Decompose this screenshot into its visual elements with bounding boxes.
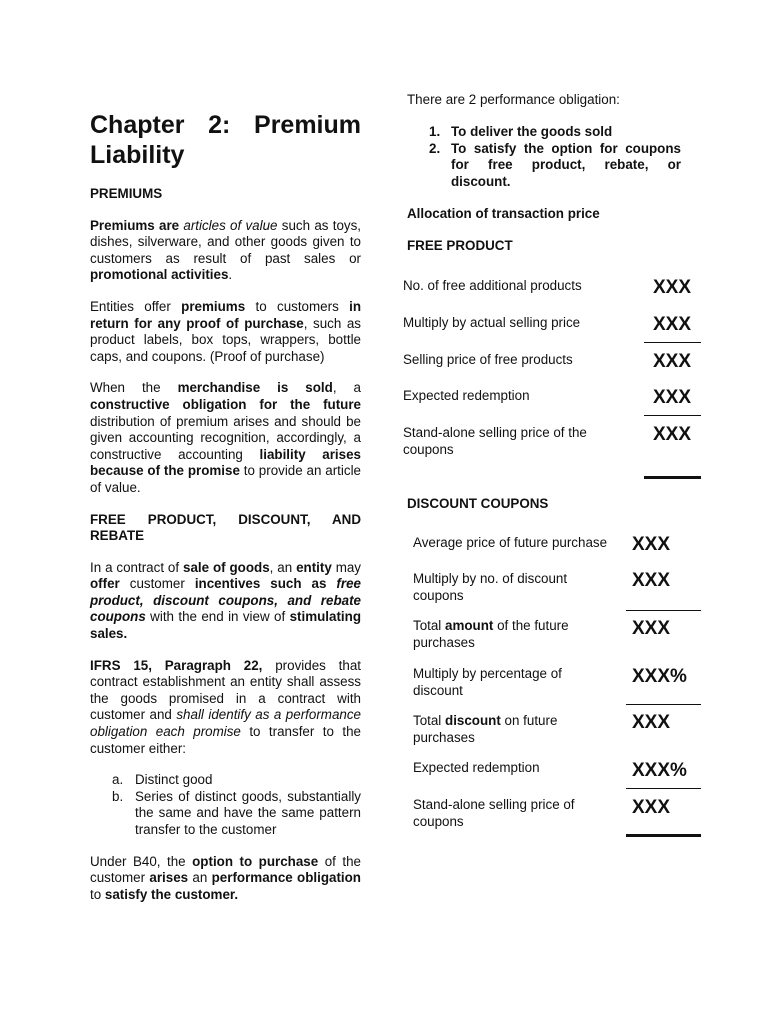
discount-row-value: XXX% [632, 666, 687, 687]
free-product-row-label: No. of free additional products [403, 278, 582, 293]
free-product-row-value: XXX [653, 314, 692, 335]
subtotal-rule [644, 342, 701, 343]
free-product-discount-rebate-heading: FREE PRODUCT, DISCOUNT, AND REBATE [90, 511, 361, 544]
subtotal-rule [626, 610, 701, 611]
discount-row-label: Multiply by no. of discount coupons [413, 571, 568, 603]
discount-row-value: XXX [632, 534, 671, 555]
discount-row-label: Total discount on future purchases [413, 713, 558, 745]
entities-offer-paragraph: Entities offer premiums to customers in return for any proof of purchase, such as product labels, box tops, wrappers, bottle caps, and coupons. (Proof of purchase) [90, 298, 362, 364]
discount-row-value: XXX% [632, 760, 687, 781]
free-product-row-label: Multiply by actual selling price [403, 315, 581, 330]
total-rule [644, 476, 701, 479]
discount-row-value: XXX [632, 797, 671, 818]
free-product-row-value: XXX [653, 387, 692, 408]
subtotal-rule [626, 704, 701, 705]
free-product-row-label: Stand-alone selling price of the coupons [403, 425, 587, 457]
discount-row-label: Stand-alone selling price of coupons [413, 797, 575, 829]
total-rule [626, 834, 701, 837]
discount-row-label: Total amount of the future purchases [413, 618, 569, 650]
page-title: Chapter 2: Premium Liability [90, 111, 361, 169]
performance-obligation-intro: There are 2 performance obligation: [407, 92, 620, 107]
allocation-heading: Allocation of transaction price [407, 206, 600, 221]
merchandise-sold-paragraph: When the merchandise is sold, a constructive obligation for the future distribution of premium arises and should be given accounting recognition, accordingly, a constructive accounting liability arises because of the promise to provide an article of value. [90, 380, 361, 495]
left-column [90, 110, 361, 918]
discount-row-label: Multiply by percentage of discount [413, 666, 562, 698]
obligations-list [429, 124, 681, 190]
list-item: 1. To deliver the goods sold [429, 124, 613, 139]
discount-row-value: XXX [632, 712, 671, 733]
b40-paragraph: Under B40, the option to purchase of the customer arises an performance obligation to satisfy the customer. [90, 853, 361, 902]
ifrs15-paragraph: IFRS 15, Paragraph 22, provides that contract establishment an entity shall assess the goods promised in a contract with customer and shall identify as a performance obligation each promise to transfer to the customer either: [90, 657, 361, 756]
premiums-definition: Premiums are articles of value such as toys, dishes, silverware, and other goods given to customers as result of past sales or promotional activities. [90, 217, 362, 283]
discount-row-label: Average price of future purchase [413, 535, 608, 550]
subtotal-rule [644, 415, 701, 416]
list-item: b. Series of distinct goods, substantially the same and have the same pattern transfer to the customer [112, 788, 361, 837]
free-product-row-value: XXX [653, 277, 692, 298]
list-item: 2. To satisfy the option for coupons for free product, rebate, or discount. [429, 140, 681, 189]
discount-row-label: Expected redemption [413, 760, 540, 775]
discount-row-value: XXX [632, 570, 671, 591]
free-product-row-label: Expected redemption [403, 388, 530, 403]
discount-row-value: XXX [632, 618, 671, 639]
list-item: a. Distinct good [112, 772, 213, 788]
discount-coupons-heading: DISCOUNT COUPONS [407, 496, 549, 511]
free-product-row-value: XXX [653, 424, 692, 445]
contract-sale-paragraph: In a contract of sale of goods, an entity may offer customer incentives such as free product, discount coupons, and rebate coupons with the end in view of stimulating sales. [90, 559, 361, 642]
subtotal-rule [626, 788, 701, 789]
free-product-row-value: XXX [653, 351, 692, 372]
free-product-row-label: Selling price of free products [403, 352, 573, 367]
goods-list [90, 772, 361, 838]
premiums-heading: PREMIUMS [90, 186, 163, 201]
free-product-heading: FREE PRODUCT [407, 238, 513, 253]
